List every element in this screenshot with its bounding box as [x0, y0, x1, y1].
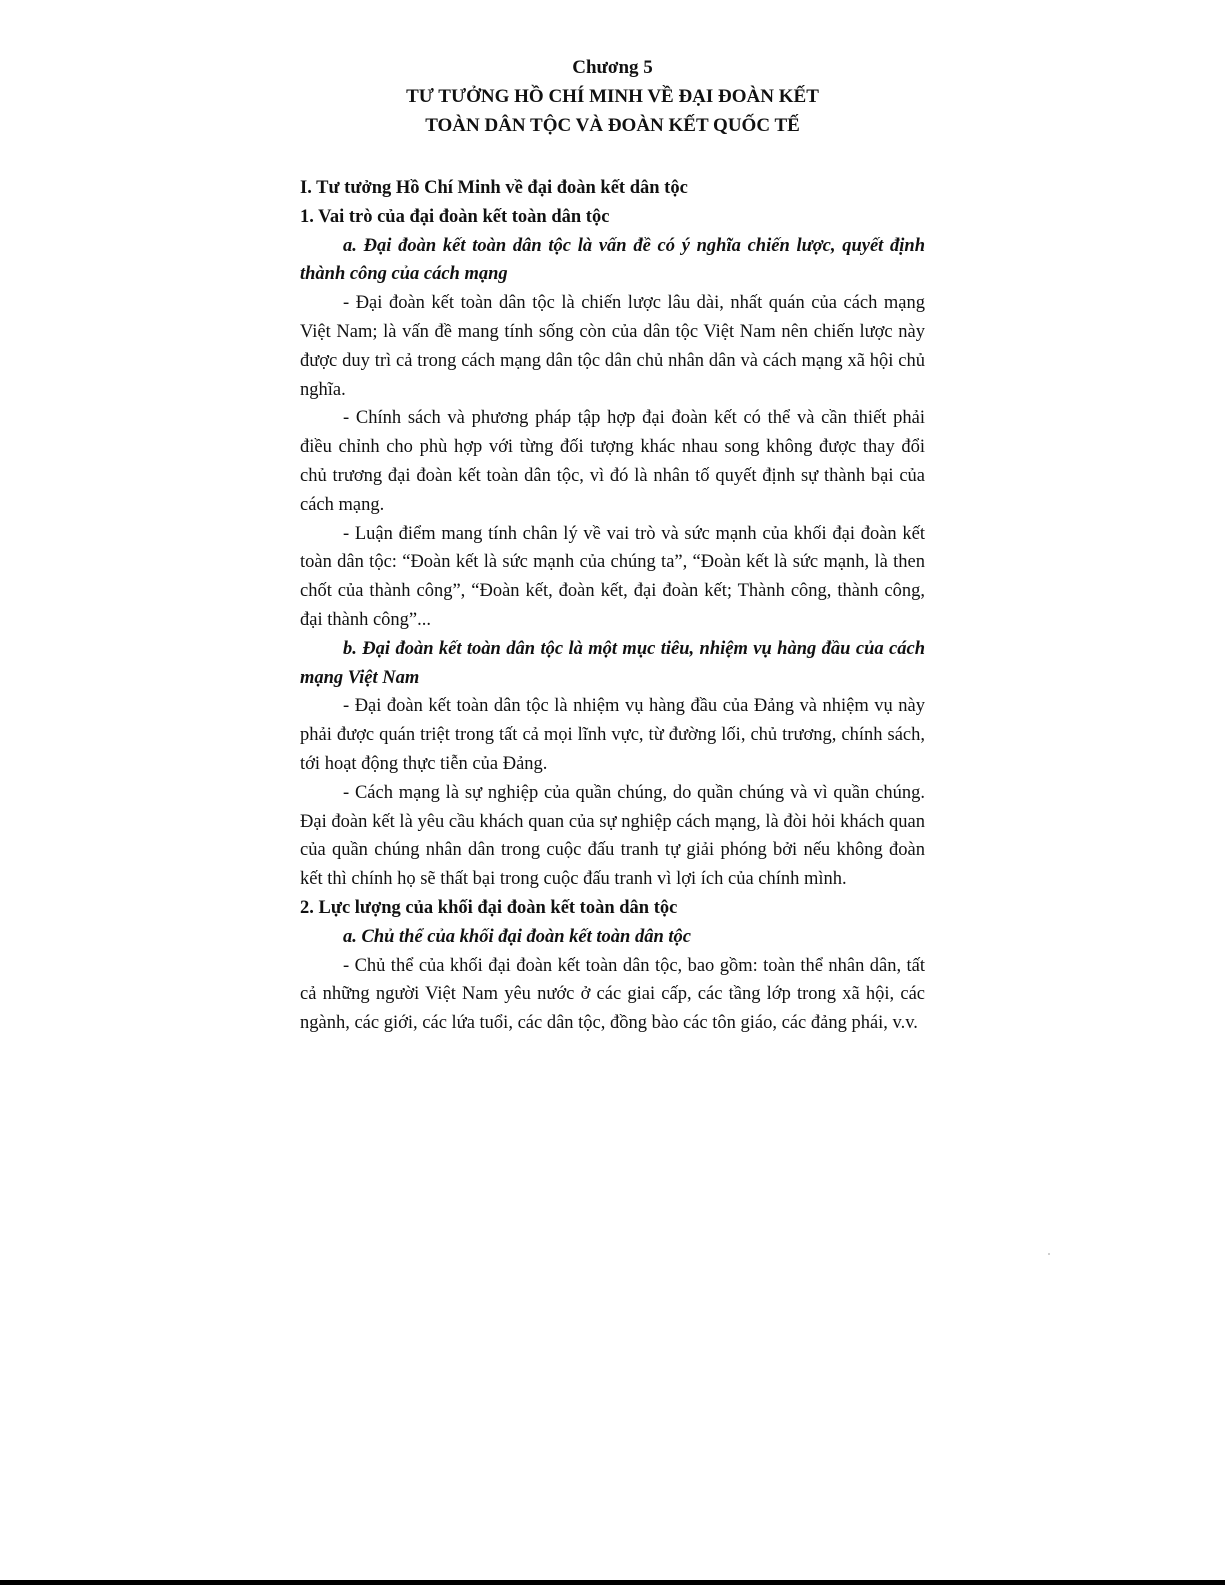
page-bottom-edge [0, 1580, 1225, 1585]
paragraph: - Chính sách và phương pháp tập hợp đại đoàn kết có thể và cần thiết phải điều chỉnh cho phù hợp với từng đối tượng khác nhau song không được thay đổi chủ trương đại đoàn kết toàn dân tộc, vì đó là nhân tố quyết định sự thành bại của cách mạng. [300, 408, 925, 515]
chapter-title-line-2: TOÀN DÂN TỘC VÀ ĐOÀN KẾT QUỐC TẾ [425, 115, 800, 136]
chapter-title-line-1: TƯ TƯỞNG HỒ CHÍ MINH VỀ ĐẠI ĐOÀN KẾT [406, 86, 819, 107]
paragraph: - Luận điểm mang tính chân lý về vai trò và sức mạnh của khối đại đoàn kết toàn dân tộc: “Đoàn kết là sức mạnh của chúng ta”, “Đoàn kết là sức mạnh, là then chốt của thành công”, “Đoàn kết, đoàn kết, đại đoàn kết; Thành công, thành công, đại thành công”... [300, 523, 925, 630]
chapter-label: Chương 5 [572, 57, 653, 78]
scan-speck [1048, 1253, 1050, 1255]
paragraph: - Cách mạng là sự nghiệp của quần chúng, do quần chúng và vì quần chúng. Đại đoàn kết là yêu cầu khách quan của sự nghiệp cách mạng, là đòi hỏi khách quan của quần chúng nhân dân trong cuộc đấu tranh tự giải phóng bởi nếu không đoàn kết thì chính họ sẽ thất bại trong cuộc đấu tranh vì lợi ích của chính mình. [300, 782, 925, 890]
chapter-body [300, 174, 925, 1038]
page-content [300, 54, 925, 1038]
part-heading-1a: a. Đại đoàn kết toàn dân tộc là vấn đề có ý nghĩa chiến lược, quyết định thành công của cách mạng [300, 235, 925, 285]
paragraph: - Chủ thể của khối đại đoàn kết toàn dân tộc, bao gồm: toàn thể nhân dân, tất cả những người Việt Nam yêu nước ở các giai cấp, các tầng lớp trong xã hội, các ngành, các giới, các lứa tuổi, các dân tộc, đồng bào các tôn giáo, các đảng phái, v.v. [300, 955, 925, 1034]
subsection-heading-2: 2. Lực lượng của khối đại đoàn kết toàn dân tộc [300, 897, 678, 918]
subsection-heading-1: 1. Vai trò của đại đoàn kết toàn dân tộc [300, 206, 610, 227]
part-heading-2a: a. Chủ thể của khối đại đoàn kết toàn dân tộc [343, 926, 691, 947]
paragraph: - Đại đoàn kết toàn dân tộc là nhiệm vụ hàng đầu của Đảng và nhiệm vụ này phải được quán triệt trong tất cả mọi lĩnh vực, từ đường lối, chủ trương, chính sách, tới hoạt động thực tiễn của Đảng. [300, 696, 925, 774]
part-heading-1b: b. Đại đoàn kết toàn dân tộc là một mục tiêu, nhiệm vụ hàng đầu của cách mạng Việt Nam [300, 638, 925, 688]
section-heading: I. Tư tưởng Hồ Chí Minh về đại đoàn kết dân tộc [300, 178, 688, 198]
paragraph: - Đại đoàn kết toàn dân tộc là chiến lược lâu dài, nhất quán của cách mạng Việt Nam; là vấn đề mang tính sống còn của dân tộc Việt Nam nên chiến lược này được duy trì cả trong cách mạng dân tộc dân chủ nhân dân và cách mạng xã hội chủ nghĩa. [300, 293, 925, 400]
